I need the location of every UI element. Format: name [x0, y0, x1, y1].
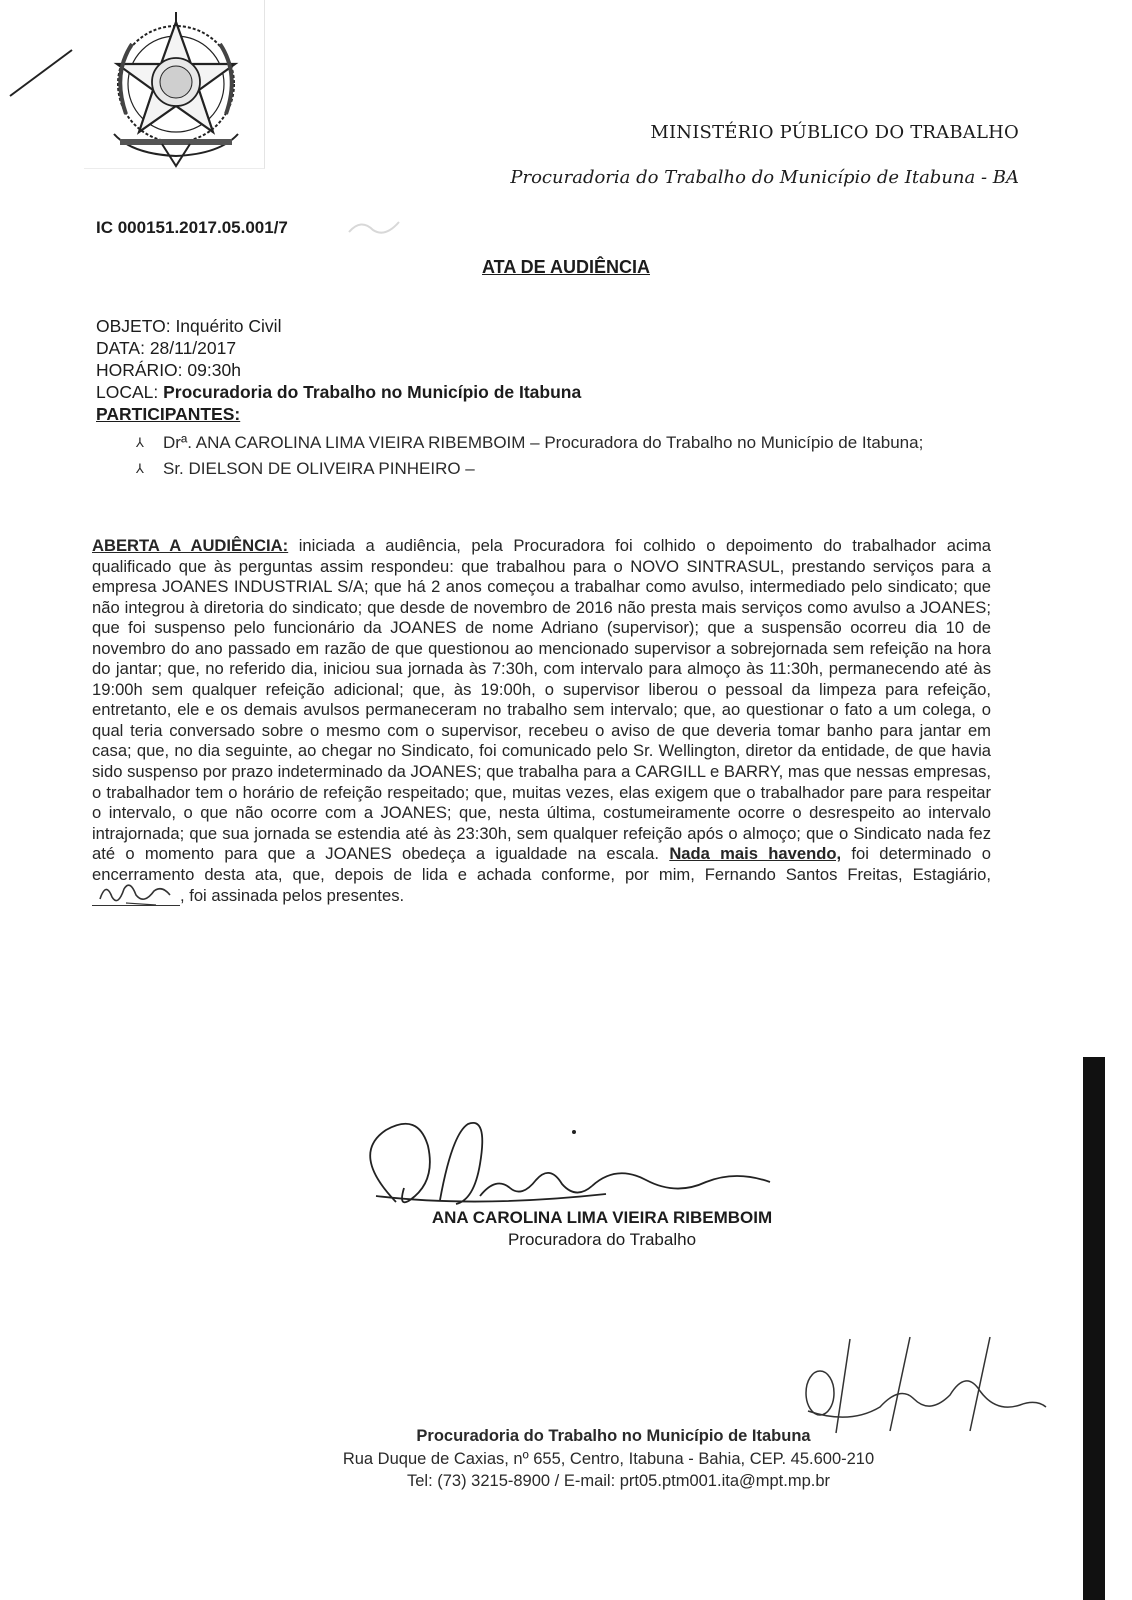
ic-number: IC 000151.2017.05.001/7: [96, 218, 288, 237]
clerk-signature: [92, 885, 180, 906]
document-title-text: ATA DE AUDIÊNCIA: [482, 257, 650, 277]
ministry-heading: MINISTÉRIO PÚBLICO DO TRABALHO: [650, 122, 1019, 143]
local-label: LOCAL:: [96, 382, 159, 402]
data-value: 28/11/2017: [149, 338, 237, 358]
bullet-icon: ⅄: [136, 461, 144, 476]
hearing-minutes-paragraph: [92, 536, 991, 907]
list-item: [136, 458, 998, 480]
participants-list: [136, 432, 998, 484]
horario-label: HORÁRIO:: [96, 360, 183, 380]
list-item: [136, 432, 998, 454]
data-label: DATA:: [96, 338, 145, 358]
faded-stamp-mark: [345, 214, 405, 238]
meta-objeto: [96, 315, 581, 337]
participants-label: PARTICIPANTES:: [96, 404, 241, 424]
footer-address: Rua Duque de Caxias, nº 655, Centro, Itabuna - Bahia, CEP. 45.600-210: [342, 1450, 875, 1468]
meta-data: [96, 337, 581, 359]
body-text: iniciada a audiência, pela Procuradora foi colhido o depoimento do trabalhador acima qualificado que às perguntas assim respondeu: que trabalhou para o NOVO SINTRASUL, prestando serviços para a empresa JOANES INDUSTRIAL S/A; que há 2 anos começou a trabalhar como avulso, intermediado pelo sindicato; que não integrou à diretoria do sindicato; que desde de novembro de 2016 não presta mais serviços como avulso a JOANES; que foi suspenso pelo funcionário da JOANES de nome Adriano (supervisor); que a suspensão ocorreu dia 10 de novembro do ano passado em razão de que questionou ao mencionado supervisor a sobrejornada sem refeição na hora do jantar; que, no referido dia, iniciou sua jornada às 7:30h, com intervalo para almoço às 11:30h, permanecendo até às 19:00h sem qualquer refeição adicional; que, às 19:00h, o supervisor liberou o pessoal da limpeza para refeição, entretanto, ele e os demais avulsos permaneceram no trabalho sem intervalo; que, ao questionar o fato a um colega, o qual teria conversado sobre o mesmo com o supervisor, recebeu o aviso de que deveria tomar banho para jantar em casa; que, no dia seguinte, ao chegar no Sindicato, foi comunicado pelo Sr. Wellington, diretor da entidade, de que havia sido suspenso por prazo indeterminado da JOANES; que trabalha para a CARGILL e BARRY, mas que nessas empresas, o trabalhador tem o horário de refeição respeitado; que, muitas vezes, elas exigem que o trabalhador pare para respeitar o intervalo, o que não ocorre com a JOANES; que, nesta última, costumeiramente ocorre o desrespeito ao intervalo intrajornada; que sua jornada se estendia até às 23:30h, sem qualquer refeição após o almoço; que o Sindicato nada fez até o momento para que a JOANES obedeça a igualdade na escala.: [92, 536, 991, 864]
objeto-value: Inquérito Civil: [175, 316, 282, 336]
local-value: Procuradoria do Trabalho no Município de Itabuna: [163, 382, 582, 402]
footer-office: Procuradoria do Trabalho no Município de Itabuna: [416, 1427, 811, 1445]
body-lead: ABERTA A AUDIÊNCIA:: [92, 536, 289, 555]
footer-contact: Tel: (73) 3215-8900 / E-mail: prt05.ptm001.ita@mpt.mp.br: [406, 1472, 831, 1490]
closing-lead: Nada mais havendo,: [669, 844, 842, 864]
meta-local: [96, 381, 581, 403]
document-title: [0, 257, 1132, 278]
objeto-label: OBJETO:: [96, 316, 171, 336]
participant-text: Drª. ANA CAROLINA LIMA VIEIRA RIBEMBOIM – Procuradora do Trabalho no Município de Itabuna;: [163, 433, 924, 452]
meta-participants: [96, 403, 581, 425]
signer-role: Procuradora do Trabalho: [507, 1230, 697, 1249]
scan-edge-black-bar: [1083, 1057, 1105, 1600]
coat-of-arms-emblem: [92, 4, 260, 172]
margin-initials-signature: [790, 1335, 1050, 1435]
office-heading: Procuradoria do Trabalho do Município de Itabuna - BA: [510, 167, 1019, 188]
meta-horario: [96, 359, 581, 381]
pen-stroke-mark: [6, 44, 76, 104]
participant-text: Sr. DIELSON DE OLIVEIRA PINHEIRO –: [163, 459, 475, 478]
bullet-icon: ⅄: [136, 435, 144, 450]
closing-end: , foi assinada pelos presentes.: [180, 886, 405, 906]
meta-block: [96, 315, 581, 425]
procurator-signature: [356, 1104, 776, 1214]
horario-value: 09:30h: [187, 360, 241, 380]
closing-text: foi determinado o encerramento desta ata, que, depois de lida e achada conforme, por mim, Fernando Santos Freitas, Estagiário,: [92, 844, 991, 884]
signer-name: ANA CAROLINA LIMA VIEIRA RIBEMBOIM: [431, 1208, 773, 1227]
